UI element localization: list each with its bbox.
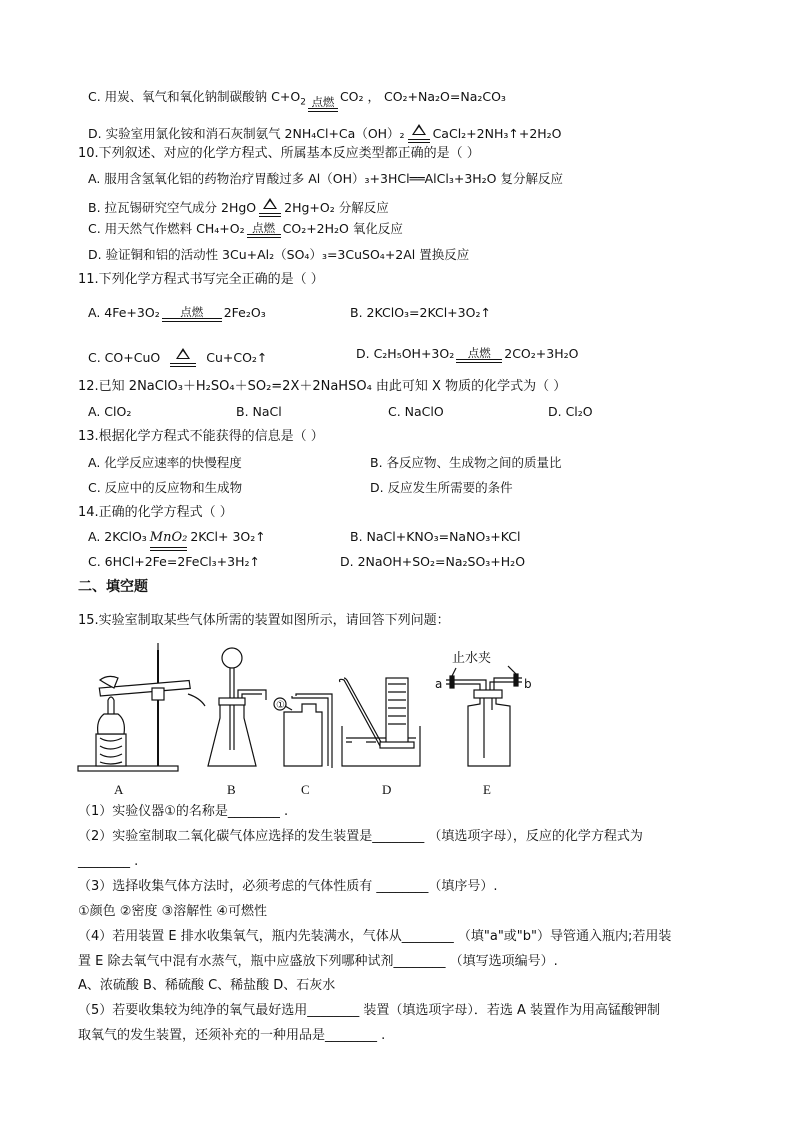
- q13-option-a: A. 化学反应速率的快慢程度: [88, 455, 242, 470]
- figure-label-d: D: [382, 782, 392, 797]
- figure-label-c: C: [301, 782, 310, 797]
- apparatus-d: [340, 678, 421, 766]
- q13-option-d: D. 反应发生所需要的条件: [370, 480, 513, 495]
- q12-stem: 12.已知 2NaClO₃＋H₂SO₄＋SO₂=2X＋2NaHSO₄ 由此可知 X 物质的化学式为（ ）: [78, 379, 567, 394]
- catalyst-text: MnO₂: [149, 530, 188, 545]
- figure-label-e: E: [483, 782, 491, 797]
- q15-stem: 15.实验室制取某些气体所需的装置如图所示，请回答下列问题：: [78, 613, 450, 628]
- condition-ignite: [456, 348, 502, 363]
- q14-option-a: [88, 528, 266, 551]
- q15-part-4-options: A、浓硫酸 B、稀硫酸 C、稀盐酸 D、石灰水: [78, 978, 336, 993]
- q15-part-3: （3）选择收集气体方法时，必须考虑的气体性质有 ________（填序号）.: [78, 879, 498, 894]
- figure-label-b: B: [227, 782, 236, 797]
- q12-option-c: C. NaClO: [388, 404, 444, 419]
- q9d-text-b: CaCl₂+2NH₃↑+2H₂O: [432, 126, 562, 141]
- port-a-label: a: [435, 677, 443, 691]
- clamp-label: 止水夹: [452, 651, 492, 666]
- condition-ignite: [308, 94, 338, 112]
- q15-part-1: （1）实验仪器①的名称是________ .: [78, 804, 289, 819]
- marker-1: ①: [276, 700, 285, 711]
- q15-part-4: （4）若用装置 E 排水收集氧气，瓶内先装满水，气体从________ （填"a"或"b"）导管通入瓶内;若用装: [78, 929, 672, 944]
- q11d-text-a: D. C₂H₅OH+3O₂: [356, 346, 455, 361]
- q9d-text-a: D. 实验室用氯化铵和消石灰制氨气 2NH₄Cl+Ca（OH）₂: [88, 126, 405, 141]
- apparatus-figure: [70, 638, 550, 803]
- q11-option-b: B. 2KClO₃=2KCl+3O₂↑: [350, 305, 491, 320]
- q11a-text-a: A. 4Fe+3O₂: [88, 305, 160, 320]
- q15-part-3-options: ①颜色 ②密度 ③溶解性 ④可燃性: [78, 904, 268, 919]
- q13-option-b: B. 各反应物、生成物之间的质量比: [370, 455, 562, 470]
- q11a-text-b: 2Fe₂O₃: [223, 305, 266, 320]
- q10-option-a: A. 服用含氢氧化铝的药物治疗胃酸过多 Al（OH）₃+3HCl══AlCl₃+3H₂O 复分解反应: [88, 171, 563, 186]
- section-heading: 二、填空题: [78, 579, 148, 595]
- q13-stem: 13.根据化学方程式不能获得的信息是（ ）: [78, 429, 324, 444]
- catalyst-label: [150, 529, 188, 551]
- figure-label-a: A: [114, 782, 124, 797]
- apparatus-e: [446, 666, 522, 766]
- q11c-text-b: Cu+CO₂↑: [206, 350, 268, 365]
- q14a-text-b: 2KCl+ 3O₂↑: [190, 529, 266, 544]
- q13-option-c: C. 反应中的反应物和生成物: [88, 480, 243, 495]
- q14-option-d: D. 2NaOH+SO₂=Na₂SO₃+H₂O: [340, 554, 526, 569]
- condition-ignite: [247, 223, 281, 238]
- q12-option-a: A. ClO₂: [88, 404, 132, 419]
- q12-option-d: D. Cl₂O: [548, 404, 593, 419]
- q10c-text-a: C. 用天然气作燃料 CH₄+O₂: [88, 221, 245, 236]
- q9c-text-b: CO₂ ， CO₂+Na₂O=Na₂CO₃: [339, 89, 506, 104]
- heat-triangle-icon: [170, 345, 196, 367]
- condition-label: 点燃: [252, 221, 276, 235]
- q11-option-c: [88, 345, 267, 367]
- q11-option-a: [88, 304, 266, 322]
- condition-label: 点燃: [311, 94, 335, 109]
- apparatus-a: [78, 643, 205, 771]
- port-b-label: b: [524, 677, 532, 691]
- q10c-text-b: CO₂+2H₂O 氧化反应: [282, 221, 403, 236]
- q10-option-c: [88, 220, 403, 238]
- apparatus-b: [208, 648, 266, 766]
- q11-option-d: [356, 345, 578, 363]
- q11-stem: 11.下列化学方程式书写完全正确的是（ ）: [78, 272, 324, 287]
- q9-option-c: C. 用炭、氧气和氧化钠制碳酸钠 $C+O_2$ 点燃 CO₂ ， CO₂+Na₂O=Na₂CO₃: [88, 88, 506, 112]
- q10-option-d: D. 验证铜和铝的活动性 3Cu+Al₂（SO₄）₃=3CuSO₄+2Al 置换反应: [88, 247, 470, 262]
- q15-part-2: （2）实验室制取二氧化碳气体应选择的发生装置是________ （填选项字母），反应的化学方程式为: [78, 829, 643, 844]
- q14a-text-a: A. 2KClO₃: [88, 529, 147, 544]
- q9-option-d: [88, 121, 562, 143]
- q14-option-b: B. NaCl+KNO₃=NaNO₃+KCl: [350, 529, 521, 544]
- condition-label: 点燃: [467, 346, 491, 360]
- q14-stem: 14.正确的化学方程式（ ）: [78, 505, 233, 520]
- q14-option-c: C. 6HCl+2Fe=2FeCl₃+3H₂↑: [88, 554, 260, 569]
- q15-part-4-cont: 置 E 除去氧气中混有水蒸气，瓶中应盛放下列哪种试剂________ （填写选项编号）.: [78, 954, 558, 969]
- q9c-text-a: C. 用炭、氧气和氧化钠制碳酸钠 C+O: [88, 89, 301, 104]
- q11d-text-b: 2CO₂+3H₂O: [504, 346, 579, 361]
- condition-label: 点燃: [180, 305, 204, 319]
- q15-part-2-cont: ________ .: [78, 854, 139, 869]
- q15-part-5: （5）若要收集较为纯净的氧气最好选用________ 装置（填选项字母）．若选 A 装置作为用高锰酸钾制: [78, 1003, 661, 1018]
- q12-option-b: B. NaCl: [236, 404, 282, 419]
- q10b-text-b: 2Hg+O₂ 分解反应: [284, 200, 389, 215]
- heat-triangle-icon: [259, 195, 281, 217]
- q10-option-b: [88, 195, 389, 217]
- heat-triangle-icon: [408, 121, 430, 143]
- q10-stem: 10.下列叙述、对应的化学方程式、所属基本反应类型都正确的是（ ）: [78, 146, 480, 161]
- q11c-text-a: C. CO+CuO: [88, 350, 161, 365]
- condition-ignite: [162, 307, 222, 322]
- q10b-text-a: B. 拉瓦锡研究空气成分 2HgO: [88, 200, 257, 215]
- apparatus-c: [274, 694, 332, 768]
- q15-part-5-cont: 取氧气的发生装置，还须补充的一种用品是________ .: [78, 1028, 386, 1043]
